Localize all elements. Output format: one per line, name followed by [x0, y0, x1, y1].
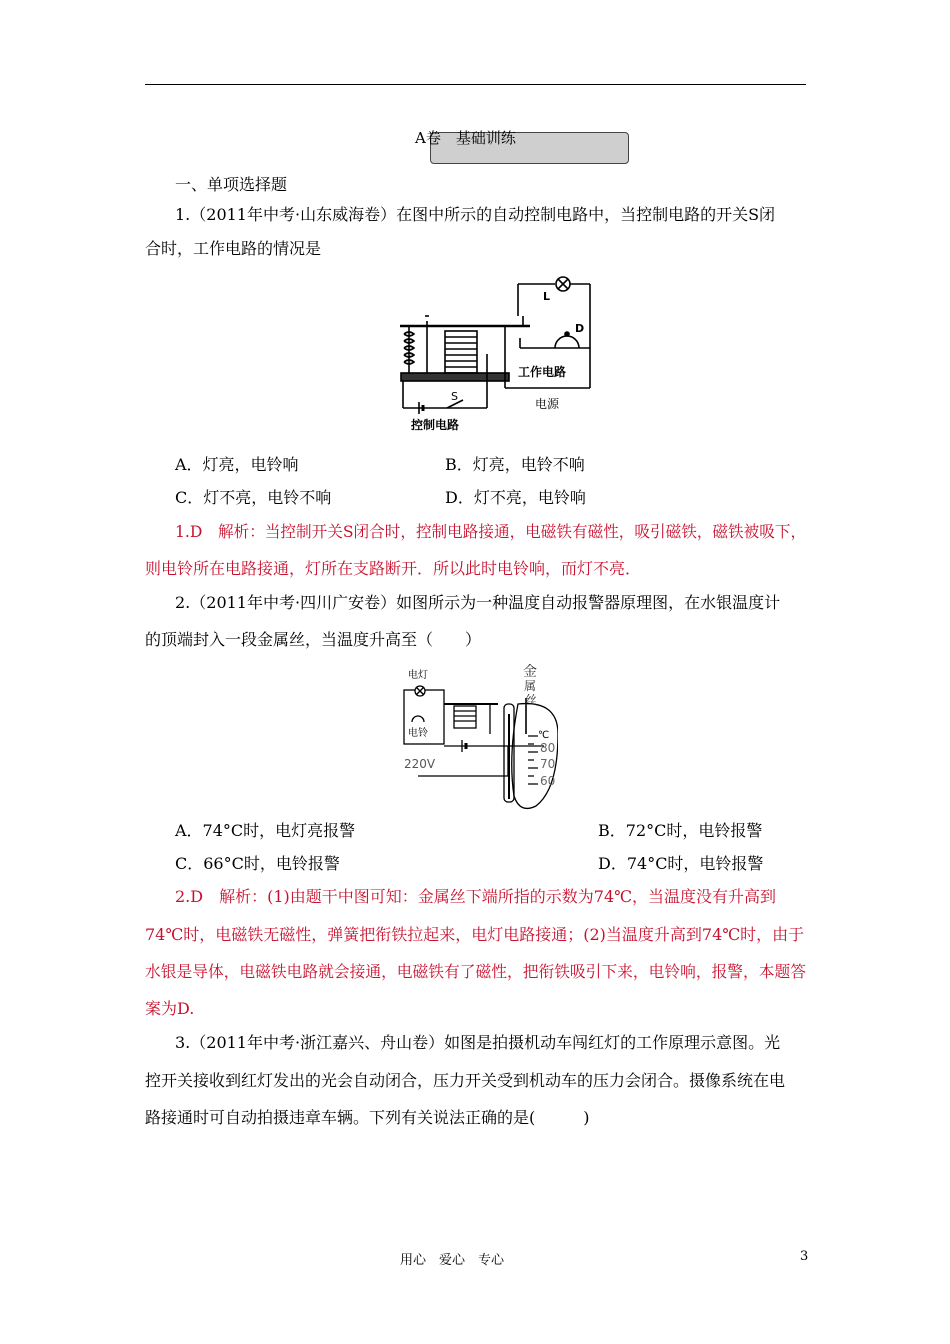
label-voltage: 220V: [404, 757, 436, 771]
label-lamp: 电灯: [408, 670, 428, 681]
q1-option-a: A．灯亮，电铃响: [175, 455, 299, 474]
q3-text-line3: 路接通时可自动拍摄违章车辆。下列有关说法正确的是( ): [145, 1108, 590, 1127]
label-power: 电源: [535, 397, 560, 411]
header-rule: [145, 84, 806, 85]
q2-option-b: B．72°C时，电铃报警: [598, 821, 763, 840]
q1-answer-line2: 则电铃所在电路接通，灯所在支路断开．所以此时电铃响，而灯不亮．: [145, 559, 642, 578]
q1-option-c: C．灯不亮，电铃不响: [175, 488, 332, 507]
q2-answer-line3: 水银是导体，电磁铁电路就会接通，电磁铁有了磁性，把衔铁吸引下来，电铃响，报警，本题答: [145, 962, 807, 981]
relay-circuit-diagram: [395, 276, 605, 433]
q3-text-line2: 控开关接收到红灯发出的光会自动闭合，压力开关受到机动车的压力会闭合。摄像系统在电: [145, 1071, 786, 1090]
q1-text-line1: 1.（2011年中考·山东威海卷）在图中所示的自动控制电路中，当控制电路的开关S闭: [175, 205, 776, 224]
label-work-circuit: 工作电路: [518, 365, 567, 379]
q2-option-c: C．66°C时，电铃报警: [175, 854, 340, 873]
label-bell: 电铃: [408, 728, 428, 739]
tick-80: 80: [540, 741, 556, 755]
page-number: 3: [800, 1249, 809, 1264]
label-wire-3: 丝: [525, 693, 538, 707]
label-D: D: [575, 322, 585, 335]
q1-answer-line1: 1.D 解析：当控制开关S闭合时，控制电路接通，电磁铁有磁性，吸引磁铁，磁铁被吸下，: [175, 522, 807, 541]
q2-answer-line2: 74℃时，电磁铁无磁性，弹簧把衔铁拉起来，电灯电路接通；(2)当温度升高到74℃时，由于: [145, 925, 805, 944]
q2-text-line1: 2.（2011年中考·四川广安卷）如图所示为一种温度自动报警器原理图，在水银温度计: [175, 593, 781, 612]
label-L: L: [543, 290, 551, 303]
label-wire-2: 属: [524, 679, 537, 693]
q2-option-d: D．74°C时，电铃报警: [598, 854, 764, 873]
tick-60: 60: [540, 774, 556, 788]
part-heading: 一、单项选择题: [175, 175, 288, 194]
q2-answer-line1: 2.D 解析：(1)由题干中图可知：金属丝下端所指的示数为74℃，当温度没有升高到: [175, 887, 777, 906]
label-wire-1: 金: [523, 664, 537, 680]
label-S: S: [451, 390, 458, 403]
q1-text-line2: 合时，工作电路的情况是: [145, 239, 322, 258]
footer-motto: 用心 爱心 专心: [400, 1253, 505, 1268]
q2-option-a: A．74°C时，电灯亮报警: [175, 821, 356, 840]
temperature-alarm-diagram: [398, 664, 558, 810]
q1-option-d: D．灯不亮，电铃响: [445, 488, 586, 507]
q1-option-b: B．灯亮，电铃不响: [445, 455, 585, 474]
tick-70: 70: [540, 757, 556, 771]
section-title: A卷 基础训练: [415, 129, 516, 147]
label-unit: ℃: [538, 730, 550, 741]
q2-answer-line4: 案为D.: [145, 999, 195, 1018]
q2-text-line2: 的顶端封入一段金属丝，当温度升高至（ ）: [145, 630, 482, 649]
label-control-circuit: 控制电路: [411, 418, 460, 432]
q3-text-line1: 3.（2011年中考·浙江嘉兴、舟山卷）如图是拍摄机动车闯红灯的工作原理示意图。光: [175, 1033, 781, 1052]
